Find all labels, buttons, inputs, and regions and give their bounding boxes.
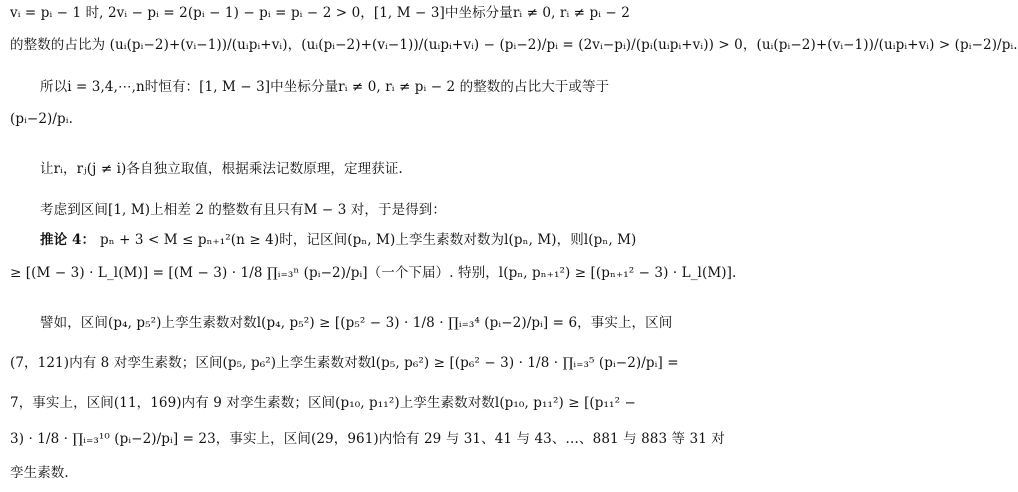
text-line-8: ≥ [(M − 3) · L_l(M)] = [(M − 3) · 1/8 ∏ᵢ₌₃ⁿ (pᵢ−2)/pᵢ]（一个下届）. 特别，l(pₙ, pₙ₊₁²) ≥ [(pₙ₊₁² − 3) · L_l(M)]. <box>10 265 737 281</box>
text-line-9: 譬如，区间(p₄, p₅²)上孪生素数对数l(p₄, p₅²) ≥ [(p₅² − 3) · 1/8 · ∏ᵢ₌₃⁴ (pᵢ−2)/pᵢ] = 6，事实上，区间 <box>40 315 673 331</box>
text-line-13: 孪生素数. <box>10 465 69 481</box>
text-line-1: vᵢ = pᵢ − 1 时, 2vᵢ − pᵢ = 2(pᵢ − 1) − pᵢ = pᵢ − 2 > 0，[1, M − 3]中坐标分量rᵢ ≠ 0, rᵢ ≠ pᵢ − 2 <box>10 5 630 21</box>
text-line-7: pₙ + 3 < M ≤ pₙ₊₁²(n ≥ 4)时，记区间(pₙ, M)上孪生素数对数为l(pₙ, M)，则l(pₙ, M) <box>100 232 637 248</box>
text-line-2: 的整数的占比为 (uᵢ(pᵢ−2)+(vᵢ−1))/(uᵢpᵢ+vᵢ)，(uᵢ(pᵢ−2)+(vᵢ−1))/(uᵢpᵢ+vᵢ) − (pᵢ−2)/pᵢ = (2vᵢ−pᵢ)/(pᵢ(uᵢpᵢ+vᵢ)) > 0，(uᵢ(pᵢ−2)+(vᵢ−1))/(uᵢpᵢ+vᵢ) > (pᵢ−2)/pᵢ. <box>10 37 1018 53</box>
corollary-label: 推论 4： <box>40 232 96 248</box>
text-line-10: (7，121)内有 8 对孪生素数；区间(p₅, p₆²)上孪生素数对数l(p₅, p₆²) ≥ [(p₆² − 3) · 1/8 · ∏ᵢ₌₃⁵ (pᵢ−2)/pᵢ] = <box>10 355 679 371</box>
text-line-3: 所以i = 3,4,⋯,n时恒有：[1, M − 3]中坐标分量rᵢ ≠ 0, rᵢ ≠ pᵢ − 2 的整数的占比大于或等于 <box>40 79 610 95</box>
text-line-5: 让rᵢ，rⱼ(j ≠ i)各自独立取值，根据乘法记数原理，定理获证. <box>40 161 403 177</box>
text-line-4: (pᵢ−2)/pᵢ. <box>10 111 73 127</box>
text-line-11: 7，事实上，区间(11，169)内有 9 对孪生素数；区间(p₁₀, p₁₁²)上孪生素数对数l(p₁₀, p₁₁²) ≥ [(p₁₁² − <box>10 395 636 411</box>
text-line-6: 考虑到区间[1, M)上相差 2 的整数有且只有M − 3 对，于是得到： <box>40 202 446 218</box>
text-line-12: 3) · 1/8 · ∏ᵢ₌₃¹⁰ (pᵢ−2)/pᵢ] = 23，事实上，区间(29，961)内恰有 29 与 31、41 与 43、…、881 与 883 等 31 对 <box>10 431 725 447</box>
